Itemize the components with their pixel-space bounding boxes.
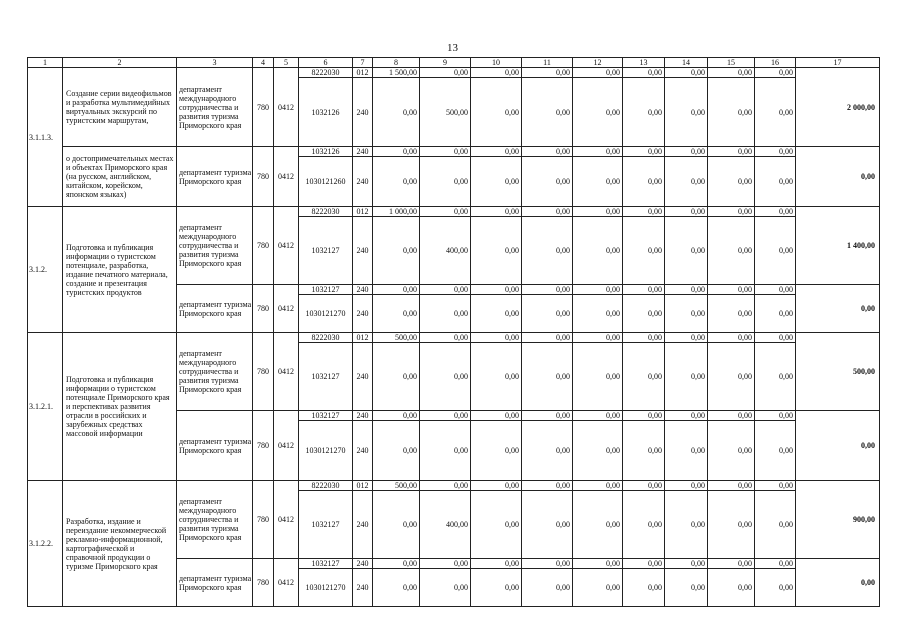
- rz-cell: 0412: [274, 481, 299, 559]
- value-cell: 0,00: [373, 78, 420, 147]
- value-cell: 0,00: [373, 491, 420, 559]
- table-row: [28, 207, 880, 217]
- value-cell: 0,00: [471, 78, 522, 147]
- csr-cell: 8222030: [299, 68, 353, 78]
- value-cell: 0,00: [522, 569, 573, 607]
- vr-cell: 012: [353, 207, 373, 217]
- value-cell: 0,00: [420, 157, 471, 207]
- value-cell: 0,00: [471, 207, 522, 217]
- value-cell: 0,00: [755, 157, 796, 207]
- value-cell: 0,00: [755, 217, 796, 285]
- vr-cell: 012: [353, 481, 373, 491]
- value-cell: 0,00: [665, 421, 708, 481]
- total-cell: 1 400,00: [796, 207, 880, 285]
- value-cell: 0,00: [755, 421, 796, 481]
- value-cell: 0,00: [755, 343, 796, 411]
- value-cell: 0,00: [755, 207, 796, 217]
- value-cell: 0,00: [471, 559, 522, 569]
- header-row: [28, 58, 880, 68]
- value-cell: 0,00: [471, 569, 522, 607]
- executor-cell: департамент международного сотрудничества и развития туризма Приморского края: [177, 333, 253, 411]
- header-col-9: 9: [420, 58, 471, 68]
- value-cell: 0,00: [471, 421, 522, 481]
- value-cell: 0,00: [522, 217, 573, 285]
- value-cell: 0,00: [623, 78, 665, 147]
- value-cell: 0,00: [665, 343, 708, 411]
- header-col-17: 17: [796, 58, 880, 68]
- value-cell: 0,00: [573, 343, 623, 411]
- value-cell: 0,00: [623, 285, 665, 295]
- value-cell: 0,00: [755, 333, 796, 343]
- value-cell: 0,00: [573, 207, 623, 217]
- value-cell: 0,00: [665, 559, 708, 569]
- value-cell: 0,00: [708, 421, 755, 481]
- value-cell: 0,00: [373, 411, 420, 421]
- value-cell: 0,00: [471, 411, 522, 421]
- header-col-16: 16: [755, 58, 796, 68]
- csr-cell: 1032127: [299, 411, 353, 421]
- value-cell: 0,00: [471, 481, 522, 491]
- value-cell: 0,00: [471, 217, 522, 285]
- budget-table: [27, 57, 880, 607]
- value-cell: 0,00: [373, 217, 420, 285]
- value-cell: 0,00: [623, 333, 665, 343]
- vr-cell: 240: [353, 491, 373, 559]
- table-row: [28, 68, 880, 78]
- value-cell: 0,00: [708, 147, 755, 157]
- grbs-cell: 780: [253, 333, 274, 411]
- csr-cell: 1032127: [299, 285, 353, 295]
- total-cell: 0,00: [796, 411, 880, 481]
- grbs-cell: 780: [253, 68, 274, 147]
- value-cell: 0,00: [420, 68, 471, 78]
- value-cell: 0,00: [755, 569, 796, 607]
- value-cell: 0,00: [623, 343, 665, 411]
- header-col-13: 13: [623, 58, 665, 68]
- value-cell: 0,00: [573, 421, 623, 481]
- row-code: 3.1.2.2.: [28, 481, 63, 607]
- value-cell: 0,00: [708, 285, 755, 295]
- header-col-7: 7: [353, 58, 373, 68]
- value-cell: 0,00: [665, 491, 708, 559]
- value-cell: 0,00: [373, 559, 420, 569]
- header-col-5: 5: [274, 58, 299, 68]
- value-cell: 0,00: [471, 68, 522, 78]
- row-name: Подготовка и публикация информации о туристском потенциале Приморского края и перспективах развития отрасли в российских и зарубежных средствах массовой информации: [63, 333, 177, 481]
- rz-cell: 0412: [274, 285, 299, 333]
- value-cell: 0,00: [665, 207, 708, 217]
- total-cell: 2 000,00: [796, 68, 880, 147]
- value-cell: 0,00: [522, 421, 573, 481]
- value-cell: 1 500,00: [373, 68, 420, 78]
- csr-cell: 1032127: [299, 491, 353, 559]
- value-cell: 0,00: [665, 78, 708, 147]
- rz-cell: 0412: [274, 147, 299, 207]
- value-cell: 0,00: [665, 285, 708, 295]
- vr-cell: 240: [353, 285, 373, 295]
- csr-cell: 1030121270: [299, 569, 353, 607]
- value-cell: 0,00: [573, 217, 623, 285]
- value-cell: 0,00: [373, 285, 420, 295]
- vr-cell: 240: [353, 421, 373, 481]
- value-cell: 0,00: [522, 411, 573, 421]
- value-cell: 1 000,00: [373, 207, 420, 217]
- value-cell: 0,00: [420, 295, 471, 333]
- value-cell: 0,00: [623, 559, 665, 569]
- executor-cell: департамент туризма Приморского края: [177, 285, 253, 333]
- value-cell: 0,00: [373, 569, 420, 607]
- header-col-2: 2: [63, 58, 177, 68]
- value-cell: 0,00: [573, 491, 623, 559]
- value-cell: 0,00: [522, 78, 573, 147]
- value-cell: 0,00: [755, 411, 796, 421]
- table-body: [28, 58, 880, 607]
- grbs-cell: 780: [253, 411, 274, 481]
- row-code: 3.1.2.: [28, 207, 63, 333]
- grbs-cell: 780: [253, 559, 274, 607]
- header-col-12: 12: [573, 58, 623, 68]
- value-cell: 0,00: [665, 481, 708, 491]
- value-cell: 0,00: [708, 157, 755, 207]
- value-cell: 0,00: [522, 343, 573, 411]
- value-cell: 0,00: [623, 157, 665, 207]
- value-cell: 0,00: [708, 481, 755, 491]
- value-cell: 0,00: [420, 285, 471, 295]
- total-cell: 0,00: [796, 285, 880, 333]
- vr-cell: 240: [353, 157, 373, 207]
- value-cell: 0,00: [373, 157, 420, 207]
- value-cell: 0,00: [623, 491, 665, 559]
- vr-cell: 240: [353, 411, 373, 421]
- value-cell: 0,00: [373, 343, 420, 411]
- total-cell: 500,00: [796, 333, 880, 411]
- value-cell: 0,00: [665, 68, 708, 78]
- value-cell: 0,00: [522, 295, 573, 333]
- row-name: Подготовка и публикация информации о туристском потенциале, разработка, издание печатного материала, создание и презентация туристских продуктов: [63, 207, 177, 333]
- total-cell: 0,00: [796, 147, 880, 207]
- value-cell: 0,00: [420, 569, 471, 607]
- vr-cell: 240: [353, 569, 373, 607]
- header-col-4: 4: [253, 58, 274, 68]
- value-cell: 0,00: [573, 295, 623, 333]
- value-cell: 0,00: [755, 559, 796, 569]
- table-row: [28, 147, 880, 157]
- header-col-3: 3: [177, 58, 253, 68]
- table-row: [28, 481, 880, 491]
- value-cell: 0,00: [471, 333, 522, 343]
- value-cell: 0,00: [471, 491, 522, 559]
- value-cell: 400,00: [420, 491, 471, 559]
- value-cell: 0,00: [573, 285, 623, 295]
- value-cell: 0,00: [665, 295, 708, 333]
- value-cell: 0,00: [623, 68, 665, 78]
- value-cell: 0,00: [522, 481, 573, 491]
- executor-cell: департамент международного сотрудничества и развития туризма Приморского края: [177, 68, 253, 147]
- value-cell: 0,00: [373, 295, 420, 333]
- rz-cell: 0412: [274, 559, 299, 607]
- value-cell: 500,00: [373, 333, 420, 343]
- value-cell: 500,00: [373, 481, 420, 491]
- value-cell: 0,00: [420, 147, 471, 157]
- header-col-6: 6: [299, 58, 353, 68]
- vr-cell: 240: [353, 217, 373, 285]
- executor-cell: департамент туризма Приморского края: [177, 411, 253, 481]
- value-cell: 0,00: [573, 333, 623, 343]
- value-cell: 0,00: [623, 421, 665, 481]
- value-cell: 0,00: [471, 285, 522, 295]
- value-cell: 0,00: [708, 491, 755, 559]
- value-cell: 0,00: [573, 559, 623, 569]
- csr-cell: 1032127: [299, 559, 353, 569]
- value-cell: 0,00: [522, 559, 573, 569]
- value-cell: 0,00: [623, 217, 665, 285]
- csr-cell: 8222030: [299, 333, 353, 343]
- value-cell: 0,00: [665, 569, 708, 607]
- value-cell: 0,00: [755, 147, 796, 157]
- value-cell: 0,00: [708, 411, 755, 421]
- value-cell: 0,00: [522, 491, 573, 559]
- header-col-14: 14: [665, 58, 708, 68]
- value-cell: 0,00: [573, 157, 623, 207]
- value-cell: 0,00: [755, 481, 796, 491]
- page-number: 13: [447, 42, 458, 54]
- value-cell: 0,00: [623, 569, 665, 607]
- value-cell: 0,00: [522, 285, 573, 295]
- value-cell: 0,00: [665, 333, 708, 343]
- header-col-1: 1: [28, 58, 63, 68]
- rz-cell: 0412: [274, 333, 299, 411]
- executor-cell: департамент туризма Приморского края: [177, 559, 253, 607]
- row-code: 3.1.2.1.: [28, 333, 63, 481]
- header-col-10: 10: [471, 58, 522, 68]
- value-cell: 0,00: [420, 481, 471, 491]
- value-cell: 0,00: [708, 343, 755, 411]
- row-name-continued: о достопримечательных местах и объектах Приморского края (на русском, английском, китайском, корейском, японском языках): [63, 147, 177, 207]
- value-cell: 0,00: [755, 295, 796, 333]
- value-cell: 0,00: [623, 481, 665, 491]
- vr-cell: 240: [353, 78, 373, 147]
- value-cell: 0,00: [573, 481, 623, 491]
- vr-cell: 240: [353, 147, 373, 157]
- value-cell: 0,00: [573, 68, 623, 78]
- value-cell: 0,00: [708, 68, 755, 78]
- value-cell: 0,00: [708, 217, 755, 285]
- value-cell: 0,00: [522, 157, 573, 207]
- value-cell: 0,00: [665, 411, 708, 421]
- value-cell: 0,00: [755, 68, 796, 78]
- csr-cell: 1032127: [299, 217, 353, 285]
- value-cell: 0,00: [708, 207, 755, 217]
- vr-cell: 012: [353, 333, 373, 343]
- value-cell: 0,00: [522, 147, 573, 157]
- value-cell: 0,00: [573, 569, 623, 607]
- value-cell: 0,00: [708, 559, 755, 569]
- value-cell: 0,00: [708, 569, 755, 607]
- rz-cell: 0412: [274, 207, 299, 285]
- value-cell: 0,00: [708, 78, 755, 147]
- value-cell: 0,00: [623, 411, 665, 421]
- table-row: [28, 333, 880, 343]
- value-cell: 0,00: [522, 333, 573, 343]
- value-cell: 0,00: [623, 207, 665, 217]
- rz-cell: 0412: [274, 411, 299, 481]
- value-cell: 0,00: [420, 343, 471, 411]
- vr-cell: 240: [353, 343, 373, 411]
- value-cell: 0,00: [522, 68, 573, 78]
- grbs-cell: 780: [253, 147, 274, 207]
- value-cell: 0,00: [665, 157, 708, 207]
- value-cell: 0,00: [623, 147, 665, 157]
- grbs-cell: 780: [253, 285, 274, 333]
- value-cell: 0,00: [420, 207, 471, 217]
- vr-cell: 240: [353, 559, 373, 569]
- csr-cell: 1030121260: [299, 157, 353, 207]
- value-cell: 0,00: [522, 207, 573, 217]
- csr-cell: 1032126: [299, 78, 353, 147]
- row-code: 3.1.1.3.: [28, 68, 63, 207]
- row-name: Разработка, издание и переиздание некоммерческой рекламно-информационной, картографической и справочной продукции о туризме Приморского края: [63, 481, 177, 607]
- total-cell: 0,00: [796, 559, 880, 607]
- csr-cell: 1032126: [299, 147, 353, 157]
- csr-cell: 1032127: [299, 343, 353, 411]
- value-cell: 0,00: [708, 295, 755, 333]
- rz-cell: 0412: [274, 68, 299, 147]
- value-cell: 0,00: [420, 421, 471, 481]
- csr-cell: 8222030: [299, 207, 353, 217]
- value-cell: 0,00: [420, 411, 471, 421]
- value-cell: 0,00: [420, 559, 471, 569]
- executor-cell: департамент международного сотрудничества и развития туризма Приморского края: [177, 207, 253, 285]
- value-cell: 0,00: [755, 491, 796, 559]
- grbs-cell: 780: [253, 207, 274, 285]
- header-col-8: 8: [373, 58, 420, 68]
- value-cell: 0,00: [573, 147, 623, 157]
- value-cell: 0,00: [708, 333, 755, 343]
- value-cell: 0,00: [665, 217, 708, 285]
- row-name: Создание серии видеофильмов и разработка мультимедийных виртуальных экскурсий по туристским маршрутам,: [63, 68, 177, 147]
- value-cell: 400,00: [420, 217, 471, 285]
- total-cell: 900,00: [796, 481, 880, 559]
- value-cell: 0,00: [420, 333, 471, 343]
- csr-cell: 1030121270: [299, 421, 353, 481]
- csr-cell: 1030121270: [299, 295, 353, 333]
- grbs-cell: 780: [253, 481, 274, 559]
- value-cell: 0,00: [471, 147, 522, 157]
- vr-cell: 240: [353, 295, 373, 333]
- value-cell: 0,00: [373, 421, 420, 481]
- value-cell: 0,00: [573, 78, 623, 147]
- value-cell: 0,00: [755, 78, 796, 147]
- header-col-15: 15: [708, 58, 755, 68]
- vr-cell: 012: [353, 68, 373, 78]
- value-cell: 0,00: [665, 147, 708, 157]
- value-cell: 0,00: [755, 285, 796, 295]
- value-cell: 500,00: [420, 78, 471, 147]
- value-cell: 0,00: [573, 411, 623, 421]
- value-cell: 0,00: [373, 147, 420, 157]
- executor-cell: департамент туризма Приморского края: [177, 147, 253, 207]
- value-cell: 0,00: [623, 295, 665, 333]
- header-col-11: 11: [522, 58, 573, 68]
- csr-cell: 8222030: [299, 481, 353, 491]
- value-cell: 0,00: [471, 343, 522, 411]
- executor-cell: департамент международного сотрудничества и развития туризма Приморского края: [177, 481, 253, 559]
- value-cell: 0,00: [471, 157, 522, 207]
- value-cell: 0,00: [471, 295, 522, 333]
